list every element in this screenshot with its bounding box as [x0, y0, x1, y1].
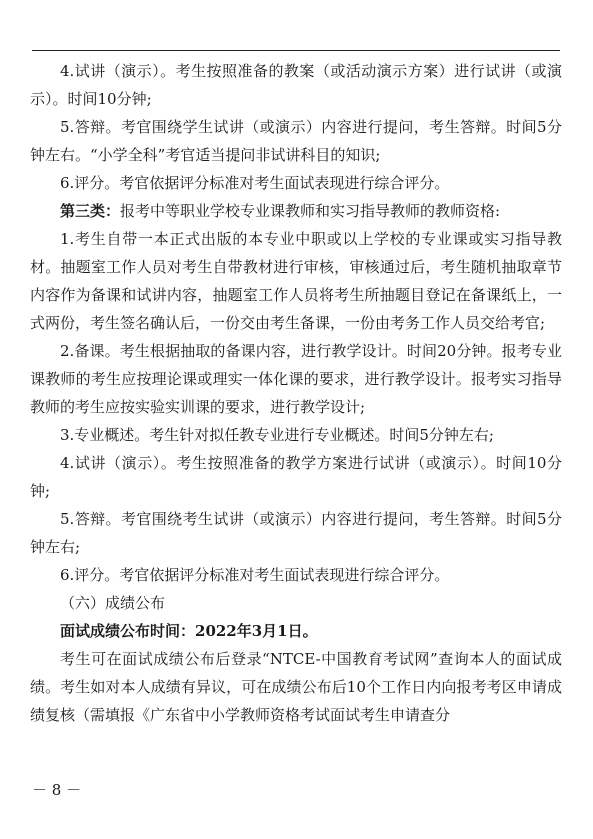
paragraph: 5.答辩。考官围绕考生试讲（或演示）内容进行提问，考生答辩。时间5分钟左右; [30, 510, 562, 556]
section-heading-label: 第三类： [60, 202, 121, 220]
paragraph: 考生可在面试成绩公布后登录“NTCE-中国教育考试网”查询本人的面试成绩。考生如对本人成绩有异议，可在成绩公布后10个工作日内向报考考区申请成绩复核（需填报《广东省中小学教师资格考试面试考生申请查分 [30, 650, 562, 724]
section-heading-text: 报考中等职业学校专业课教师和实习指导教师的教师资格: [120, 202, 501, 220]
announcement-date: 面试成绩公布时间：2022年3月1日。 [60, 622, 318, 640]
paragraph: 5.答辩。考官围绕学生试讲（或演示）内容进行提问，考生答辩。时间5分钟左右。“小学全科”考官适当提问非试讲科目的知识; [30, 118, 562, 164]
paragraph: 3.专业概述。考生针对拟任教专业进行专业概述。时间5分钟左右; [60, 426, 494, 444]
paragraph: 2.备课。考生根据抽取的备课内容，进行教学设计。时间20分钟。报考专业课教师的考生应按理论课或理实一体化课的要求，进行教学设计。报考实习指导教师的考生应按实验实训课的要求，进行教学设计; [30, 342, 562, 416]
subsection-heading: （六）成绩公布 [60, 594, 166, 612]
header-rule [32, 50, 560, 51]
paragraph: 6.评分。考官依据评分标准对考生面试表现进行综合评分。 [60, 566, 450, 584]
section-heading-paragraph [30, 197, 562, 225]
paragraph: 1.考生自带一本正式出版的本专业中职或以上学校的专业课或实习指导教材。抽题室工作人员对考生自带教材进行审核，审核通过后，考生随机抽取章节内容作为备课和试讲内容，抽题室工作人员将考生所抽题目登记在备课纸上，一式两份，考生签名确认后，一份交由考生备课，一份由考务工作人员交给考官; [30, 230, 562, 332]
paragraph: 4.试讲（演示）。考生按照准备的教案（或活动演示方案）进行试讲（或演示）。时间10分钟; [30, 62, 562, 108]
document-body [30, 57, 562, 729]
paragraph: 6.评分。考官依据评分标准对考生面试表现进行综合评分。 [60, 174, 450, 192]
page-number: － 8 － [32, 781, 82, 799]
paragraph: 4.试讲（演示）。考生按照准备的教学方案进行试讲（或演示）。时间10分钟; [30, 454, 562, 500]
